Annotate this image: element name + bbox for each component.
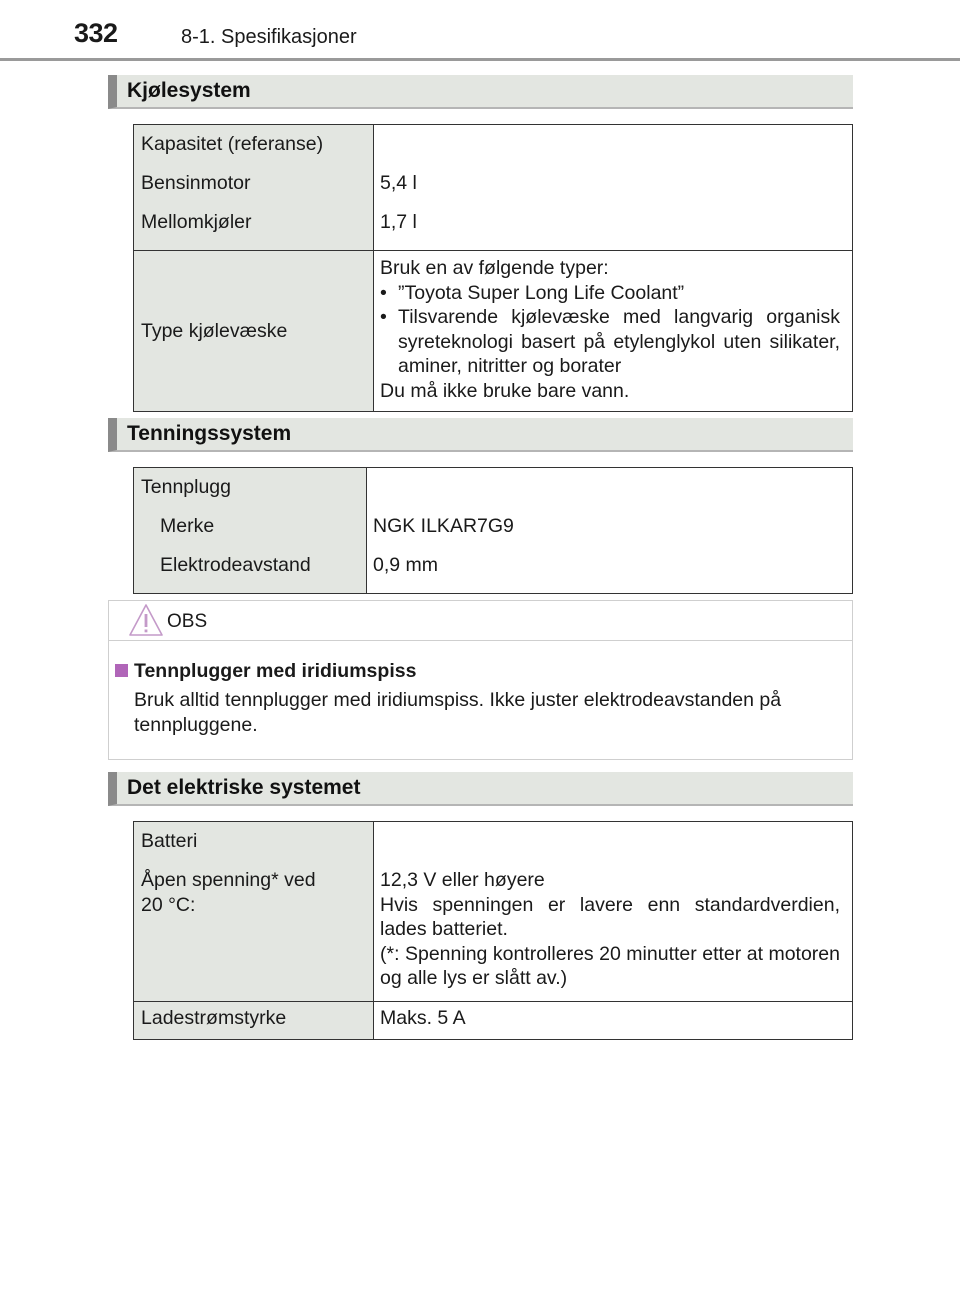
battery-value-cell: 12,3 V eller høyere Hvis spenningen er lavere enn standardverdien, lades batteriet. (*: Spenning kontrolleres 20 minutter etter at motoren og alle lys er slått av.) (374, 822, 853, 1002)
list-item: • Tilsvarende kjølevæske med langvarig organisk syreteknologi basert på etylenglykol uten silikater, aminer, nitritter og borater (380, 306, 840, 377)
table-row (134, 1001, 853, 1039)
spark-plug-value-cell: NGK ILKAR7G9 0,9 mm (367, 468, 853, 594)
table-row (134, 468, 853, 594)
section-title: Kjølesystem (127, 79, 251, 102)
table-row (134, 251, 853, 412)
warning-triangle-icon (128, 603, 164, 637)
notice-box (108, 600, 853, 760)
table-row (134, 822, 853, 1002)
section-heading-ignition (108, 418, 853, 452)
capacity-label-cell: Kapasitet (referanse) Bensinmotor Mellomkjøler (134, 125, 374, 251)
section-heading-electrical (108, 772, 853, 806)
capacity-value-cell: 5,4 l 1,7 l (374, 125, 853, 251)
page-number: 332 (74, 18, 118, 48)
coolant-label-cell: Type kjølevæske (134, 251, 374, 412)
charge-current-label-cell: Ladestrømstyrke (134, 1001, 374, 1039)
header-rule (0, 58, 960, 61)
cooling-spec-table (133, 124, 853, 412)
square-bullet-icon (115, 664, 128, 677)
table-row (134, 125, 853, 251)
list-item: • ”Toyota Super Long Life Coolant” (380, 281, 685, 304)
section-title: Det elektriske systemet (127, 776, 361, 799)
notice-title: OBS (167, 611, 208, 632)
battery-label-cell: Batteri Åpen spenning* ved 20 °C: (134, 822, 374, 1002)
coolant-value-cell: Bruk en av følgende typer: • ”Toyota Super Long Life Coolant” • Tilsvarende kjølevæske med langvarig organisk syreteknologi basert på etylenglykol uten silikater, aminer, nitritter og borater Du må ikke bruke bare vann. (374, 251, 853, 412)
spark-plug-label-cell: Tennplugg Merke Elektrodeavstand (134, 468, 367, 594)
section-heading-cooling (108, 75, 853, 109)
notice-header (109, 601, 852, 641)
electrical-spec-table (133, 821, 853, 1040)
page-header (0, 0, 960, 62)
charge-current-value-cell: Maks. 5 A (374, 1001, 853, 1039)
chapter-title: 8-1. Spesifikasjoner (181, 26, 357, 48)
notice-text: Bruk alltid tennplugger med iridiumspiss. Ikke juster elektrodeavstanden på tennpluggene. (134, 689, 782, 736)
section-title: Tenningssystem (127, 422, 292, 445)
notice-subtitle: Tennplugger med iridiumspiss (115, 660, 416, 683)
ignition-spec-table (133, 467, 853, 594)
